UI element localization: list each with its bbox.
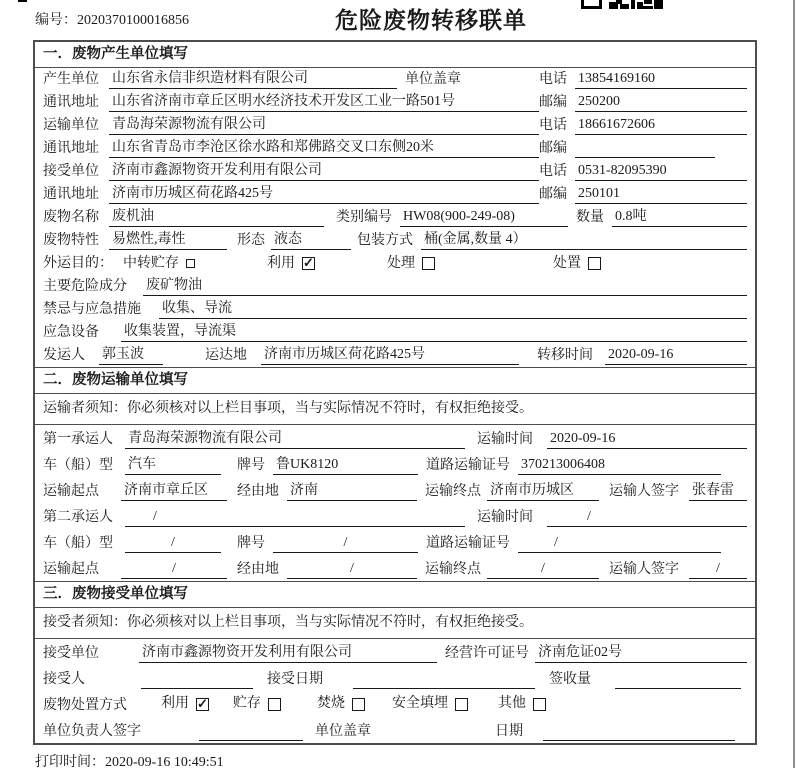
transporter-address-value: 山东省青岛市李沧区徐水路和郑佛路交叉口东侧20米 — [109, 139, 539, 158]
section3-header: 三．废物接受单位填写 — [35, 581, 755, 608]
producer-label: 产生单位 — [43, 72, 99, 87]
equipment-label: 应急设备 — [43, 325, 99, 340]
producer-address-label: 通讯地址 — [43, 95, 99, 110]
producer-value: 山东省永信非织造材料有限公司 — [109, 70, 397, 89]
transporter-value: 青岛海荣源物流有限公司 — [109, 116, 539, 135]
print-time-label: 打印时间： — [35, 755, 105, 768]
section1-header: 一．废物产生单位填写 — [35, 42, 755, 68]
route2-start-value: / — [121, 560, 227, 579]
form-title: 危险废物转移联单 — [335, 7, 527, 33]
license-value: 济南危证02号 — [535, 644, 747, 663]
option-label: 其他 — [498, 696, 526, 711]
transfer-time-label: 转移时间 — [537, 348, 593, 363]
row-signature — [35, 717, 755, 743]
sign-date-value — [543, 722, 735, 741]
option-label: 安全填埋 — [392, 696, 448, 711]
taboo-value: 收集、导流 — [159, 300, 747, 319]
route2-end-value: / — [487, 560, 599, 579]
row-equipment — [35, 321, 755, 344]
print-time-line — [35, 751, 796, 768]
transfer-form-table — [33, 40, 757, 745]
transporter-notice: 运输者须知：你必须核对以上栏目事项，当与实际情况不符时，有权拒绝接受。 — [35, 394, 755, 425]
vehicle2-plate-value: / — [273, 534, 418, 553]
row-receiver-address — [35, 183, 755, 206]
receiver-phone-value: 0531-82095390 — [575, 162, 747, 181]
route2-via-label: 经由地 — [237, 562, 279, 577]
row-disposal-method — [35, 691, 755, 717]
transporter-phone-value: 18661672606 — [575, 116, 747, 135]
carrier1-label: 第一承运人 — [43, 432, 113, 447]
row-receiver — [35, 160, 755, 183]
packing-value: 桶(金属,数量 4） — [421, 231, 747, 250]
carrier2-value: / — [125, 508, 465, 527]
taboo-label: 禁忌与应急措施 — [43, 302, 141, 317]
receiver-notice: 接受者须知：你必须核对以上栏目事项，当与实际情况不符时，有权拒绝接受。 — [35, 608, 755, 639]
destination-value: 济南市历城区荷花路425号 — [261, 346, 519, 365]
carrier1-time-label: 运输时间 — [477, 432, 533, 447]
producer-address-value: 山东省济南市章丘区明水经济技术开发区工业一路501号 — [109, 93, 539, 112]
row-waste-name — [35, 206, 755, 229]
vehicle2-plate-label: 牌号 — [237, 536, 265, 551]
license-label: 经营许可证号 — [445, 646, 529, 661]
vehicle2-type-value: / — [125, 534, 221, 553]
receiver-value: 济南市鑫源物资开发利用有限公司 — [109, 162, 539, 181]
form-state-label: 形态 — [237, 233, 265, 248]
option-label: 利用 — [267, 255, 295, 271]
route1-start-value: 济南市章丘区 — [121, 482, 227, 501]
purpose-option-utilize — [267, 256, 315, 272]
checkbox-disposal-utilize — [196, 698, 209, 711]
vehicle2-permit-value: / — [518, 534, 721, 553]
option-label: 中转贮存 — [123, 255, 179, 271]
option-label: 处置 — [553, 255, 581, 271]
row-receive-unit — [35, 639, 755, 665]
checkbox-utilize — [302, 257, 315, 270]
row-vehicle2 — [35, 529, 755, 555]
disposal-option-landfill — [392, 696, 468, 712]
unit-seal-label: 单位盖章 — [315, 724, 371, 739]
receiver-label: 接受单位 — [43, 164, 99, 179]
checkbox-transfer-storage — [186, 259, 195, 268]
disposal-option-other — [498, 696, 546, 712]
packing-label: 包装方式 — [357, 233, 413, 248]
route1-sign-label: 运输人签字 — [609, 484, 679, 499]
purpose-option-dispose — [553, 256, 601, 272]
serial-label: 编号： — [35, 13, 77, 28]
purpose-option-treat — [387, 256, 435, 272]
receiver-zip-label: 邮编 — [539, 187, 567, 202]
vehicle1-type-value: 汽车 — [125, 456, 221, 475]
responsible-sign-label: 单位负责人签字 — [43, 724, 141, 739]
transporter-phone-label: 电话 — [539, 118, 567, 133]
option-label: 贮存 — [233, 696, 261, 711]
carrier2-label: 第二承运人 — [43, 510, 113, 525]
route1-sign-value: 张春雷 — [689, 482, 747, 501]
producer-phone-label: 电话 — [539, 72, 567, 87]
serial-value: 2020370100016856 — [77, 13, 189, 28]
row-transporter-address — [35, 137, 755, 160]
transporter-zip-label: 邮编 — [539, 141, 567, 156]
route2-sign-value: / — [689, 560, 747, 579]
row-vehicle1 — [35, 451, 755, 477]
vehicle2-permit-label: 道路运输证号 — [426, 536, 510, 551]
receive-unit-value: 济南市鑫源物资开发利用有限公司 — [139, 644, 437, 663]
checkbox-disposal-storage — [268, 698, 281, 711]
row-route2 — [35, 555, 755, 581]
waste-props-label: 废物特性 — [43, 233, 99, 248]
waste-name-value: 废机油 — [109, 208, 324, 227]
route2-end-label: 运输终点 — [425, 562, 481, 577]
checkbox-disposal-other — [533, 698, 546, 711]
route1-start-label: 运输起点 — [43, 484, 99, 499]
option-label: 焚烧 — [317, 696, 345, 711]
route2-sign-label: 运输人签字 — [609, 562, 679, 577]
hazard-value: 废矿物油 — [143, 277, 747, 296]
dispatcher-label: 发运人 — [43, 348, 85, 363]
receiver-phone-label: 电话 — [539, 164, 567, 179]
disposal-option-storage — [233, 696, 281, 712]
route1-via-label: 经由地 — [237, 484, 279, 499]
receipt-qty-value — [615, 670, 741, 689]
vehicle1-permit-value: 370213006408 — [518, 456, 721, 475]
accept-date-value — [353, 670, 535, 689]
row-dispatch — [35, 344, 755, 367]
vehicle1-type-label: 车（船）型 — [43, 458, 113, 473]
vehicle1-plate-label: 牌号 — [237, 458, 265, 473]
quantity-value: 0.8吨 — [612, 208, 747, 227]
quantity-label: 数量 — [576, 210, 604, 225]
category-code-value: HW08(900-249-08) — [400, 208, 568, 227]
vehicle1-permit-label: 道路运输证号 — [426, 458, 510, 473]
transporter-label: 运输单位 — [43, 118, 99, 133]
producer-zip-label: 邮编 — [539, 95, 567, 110]
carrier2-time-value: / — [547, 508, 747, 527]
route2-start-label: 运输起点 — [43, 562, 99, 577]
acceptor-label: 接受人 — [43, 672, 85, 687]
checkbox-treat — [422, 257, 435, 270]
sign-date-label: 日期 — [495, 724, 523, 739]
row-taboo — [35, 298, 755, 321]
option-label: 利用 — [161, 696, 189, 711]
page-right-edge — [793, 0, 795, 768]
receiver-address-label: 通讯地址 — [43, 187, 99, 202]
checkbox-disposal-landfill — [455, 698, 468, 711]
vehicle2-type-label: 车（船）型 — [43, 536, 113, 551]
row-route1 — [35, 477, 755, 503]
receive-unit-label: 接受单位 — [43, 646, 99, 661]
form-header — [0, 0, 796, 40]
receiver-address-value: 济南市历城区荷花路425号 — [109, 185, 539, 204]
accept-date-label: 接受日期 — [267, 672, 323, 687]
option-label: 处理 — [387, 255, 415, 271]
responsible-sign-value — [199, 722, 303, 741]
category-code-label: 类别编号 — [336, 210, 392, 225]
disposal-method-label: 废物处置方式 — [43, 698, 127, 713]
row-carrier1 — [35, 425, 755, 451]
row-carrier2 — [35, 503, 755, 529]
row-hazard — [35, 275, 755, 298]
checkbox-dispose — [588, 257, 601, 270]
vehicle1-plate-value: 鲁UK8120 — [273, 456, 418, 475]
route1-via-value: 济南 — [287, 482, 417, 501]
producer-phone-value: 13854169160 — [575, 70, 747, 89]
row-acceptor — [35, 665, 755, 691]
transfer-time-value: 2020-09-16 — [605, 346, 747, 365]
route2-via-value: / — [287, 560, 417, 579]
hazard-label: 主要危险成分 — [43, 279, 127, 294]
purpose-option-transfer-storage — [123, 256, 195, 272]
destination-label: 运达地 — [205, 348, 247, 363]
carrier1-time-value: 2020-09-16 — [547, 430, 747, 449]
disposal-option-incinerate — [317, 696, 365, 712]
row-producer — [35, 68, 755, 91]
checkbox-disposal-incinerate — [352, 698, 365, 711]
producer-seal-label: 单位盖章 — [405, 72, 461, 87]
row-purpose — [35, 252, 755, 275]
producer-zip-value: 250200 — [575, 93, 747, 112]
route1-end-value: 济南市历城区 — [487, 482, 599, 501]
form-state-value: 液态 — [271, 231, 351, 250]
transporter-address-label: 通讯地址 — [43, 141, 99, 156]
print-time-value: 2020-09-16 10:49:51 — [105, 755, 224, 768]
row-transporter — [35, 114, 755, 137]
transporter-zip-value — [575, 139, 715, 158]
waste-name-label: 废物名称 — [43, 210, 99, 225]
equipment-value: 收集装置，导流渠 — [121, 323, 747, 342]
acceptor-value — [141, 670, 253, 689]
carrier1-value: 青岛海荣源物流有限公司 — [125, 430, 465, 449]
section2-header: 二．废物运输单位填写 — [35, 367, 755, 394]
carrier2-time-label: 运输时间 — [477, 510, 533, 525]
disposal-option-utilize — [161, 696, 209, 712]
receiver-zip-value: 250101 — [575, 185, 747, 204]
row-producer-address — [35, 91, 755, 114]
receipt-qty-label: 签收量 — [549, 672, 591, 687]
route1-end-label: 运输终点 — [425, 484, 481, 499]
waste-props-value: 易燃性,毒性 — [109, 231, 227, 250]
row-waste-props — [35, 229, 755, 252]
dispatcher-value: 郭玉波 — [99, 346, 163, 365]
purpose-label: 外运目的： — [43, 256, 113, 271]
